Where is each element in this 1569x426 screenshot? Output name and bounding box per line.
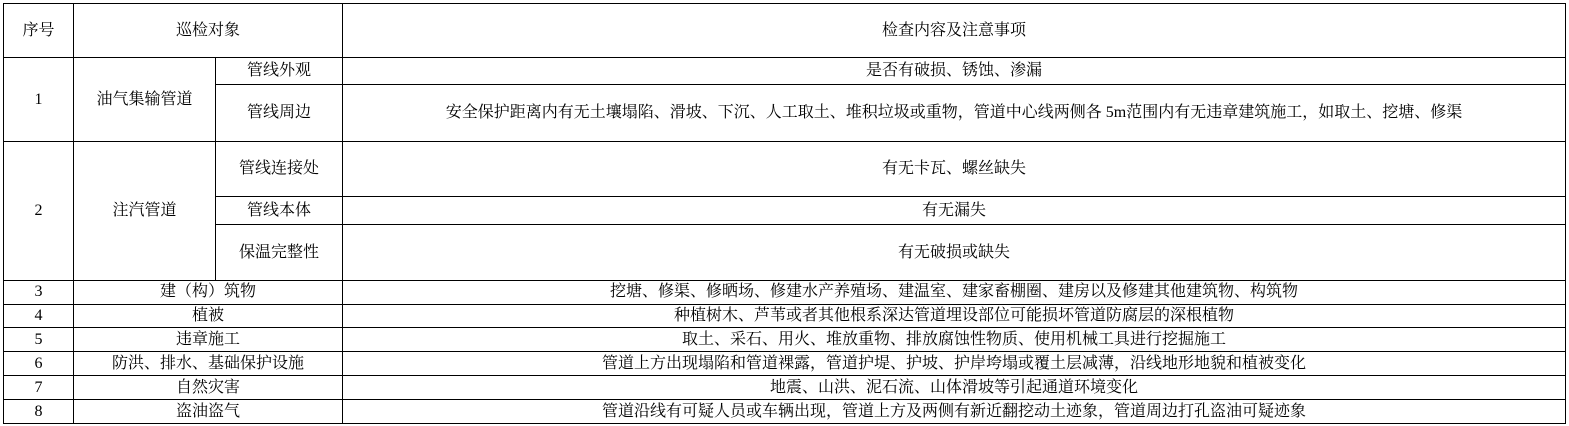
row-seq: 5 — [4, 328, 74, 352]
table-row — [4, 280, 1566, 304]
row-seq: 3 — [4, 280, 74, 304]
row-object: 自然灾害 — [74, 376, 343, 400]
header-object: 巡检对象 — [74, 4, 343, 58]
row-object: 防洪、排水、基础保护设施 — [74, 352, 343, 376]
row-seq: 2 — [4, 141, 74, 280]
row-detail: 有无卡瓦、螺丝缺失 — [343, 141, 1566, 196]
row-sub-item: 管线本体 — [216, 197, 343, 225]
row-object: 违章施工 — [74, 328, 343, 352]
row-sub-item: 管线连接处 — [216, 141, 343, 196]
header-row — [4, 4, 1566, 58]
row-seq: 1 — [4, 58, 74, 142]
row-seq: 8 — [4, 400, 74, 424]
row-object: 建（构）筑物 — [74, 280, 343, 304]
row-object: 注汽管道 — [74, 141, 216, 280]
table-row — [4, 328, 1566, 352]
row-object: 盗油盗气 — [74, 400, 343, 424]
table-row — [4, 376, 1566, 400]
row-detail: 种植树木、芦苇或者其他根系深达管道埋设部位可能损坏管道防腐层的深根植物 — [343, 304, 1566, 328]
table-row — [4, 352, 1566, 376]
table-row — [4, 304, 1566, 328]
table-row — [4, 141, 1566, 196]
row-detail: 安全保护距离内有无土壤塌陷、滑坡、下沉、人工取土、堆积垃圾或重物，管道中心线两侧各 5m范围内有无违章建筑施工，如取土、挖塘、修渠 — [343, 85, 1566, 141]
row-seq: 7 — [4, 376, 74, 400]
header-seq: 序号 — [4, 4, 74, 58]
row-detail: 取土、采石、用火、堆放重物、排放腐蚀性物质、使用机械工具进行挖掘施工 — [343, 328, 1566, 352]
row-detail: 有无破损或缺失 — [343, 225, 1566, 280]
header-content: 检查内容及注意事项 — [343, 4, 1566, 58]
row-object: 油气集输管道 — [74, 58, 216, 142]
table-row — [4, 58, 1566, 85]
row-detail: 有无漏失 — [343, 197, 1566, 225]
row-object: 植被 — [74, 304, 343, 328]
table-row — [4, 85, 1566, 141]
row-sub-item: 管线外观 — [216, 58, 343, 85]
row-sub-item: 管线周边 — [216, 85, 343, 141]
table-row — [4, 197, 1566, 225]
row-detail: 是否有破损、锈蚀、渗漏 — [343, 58, 1566, 85]
row-sub-item: 保温完整性 — [216, 225, 343, 280]
row-detail: 挖塘、修渠、修晒场、修建水产养殖场、建温室、建家畜棚圈、建房以及修建其他建筑物、构筑物 — [343, 280, 1566, 304]
inspection-table — [3, 3, 1566, 424]
table-row — [4, 225, 1566, 280]
row-detail: 地震、山洪、泥石流、山体滑坡等引起通道环境变化 — [343, 376, 1566, 400]
row-seq: 4 — [4, 304, 74, 328]
row-seq: 6 — [4, 352, 74, 376]
row-detail: 管道上方出现塌陷和管道裸露，管道护堤、护坡、护岸垮塌或覆土层减薄，沿线地形地貌和植被变化 — [343, 352, 1566, 376]
row-detail: 管道沿线有可疑人员或车辆出现，管道上方及两侧有新近翻挖动土迹象，管道周边打孔盗油可疑迹象 — [343, 400, 1566, 424]
table-row — [4, 400, 1566, 424]
